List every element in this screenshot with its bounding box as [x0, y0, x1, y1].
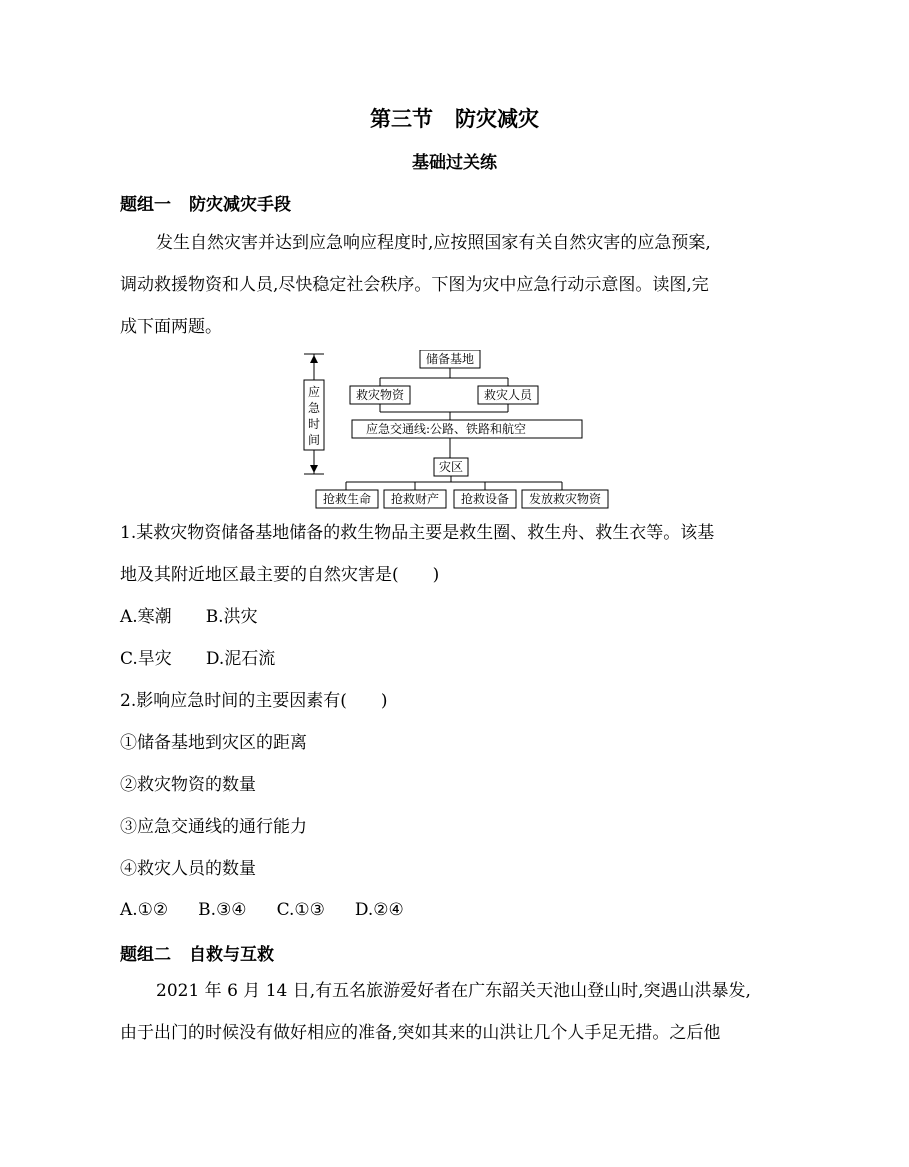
action-label: 发放救灾物资	[528, 492, 602, 506]
arrow-down-icon	[310, 465, 318, 473]
q1-option-a[interactable]: A.寒潮	[120, 607, 172, 627]
q2-item: ④救灾人员的数量	[120, 859, 256, 879]
q1-stem-line1: 1.某救灾物资储备基地储备的救生物品主要是救生圈、救生舟、救生衣等。该基	[120, 523, 715, 543]
time-label-char: 间	[307, 433, 321, 447]
group2-intro-line1: 2021 年 6 月 14 日,有五名旅游爱好者在广东韶关天池山登山时,突遇山洪暴发,	[156, 981, 751, 1001]
q1-options-row2	[120, 638, 275, 680]
page-subtitle: 基础过关练	[412, 153, 497, 173]
q1-options-row1	[120, 596, 258, 638]
title-topic: 防灾减灾	[455, 106, 539, 131]
q2-options-row	[120, 889, 404, 931]
q2-option-a[interactable]: A.①②	[120, 900, 169, 920]
group1-intro-line3: 成下面两题。	[120, 317, 222, 337]
group2-name: 自救与互救	[189, 945, 274, 965]
time-label-char: 应	[307, 385, 321, 399]
group2-heading	[120, 940, 274, 965]
page-title	[0, 103, 909, 133]
q1-stem-line2: 地及其附近地区最主要的自然灾害是( )	[120, 565, 440, 585]
q2-option-c[interactable]: C.①③	[276, 900, 325, 920]
q2-item: ①储备基地到灾区的距离	[120, 733, 307, 753]
transport-label: 应急交通线:公路、铁路和航空	[366, 422, 527, 436]
title-section: 第三节	[370, 106, 433, 131]
q2-option-d[interactable]: D.②④	[354, 900, 404, 920]
action-label: 抢救设备	[460, 492, 510, 506]
q1-option-c[interactable]: C.旱灾	[120, 649, 172, 669]
group1-heading	[120, 190, 291, 215]
group1-intro-line1: 发生自然灾害并达到应急响应程度时,应按照国家有关自然灾害的应急预案,	[156, 233, 711, 253]
q2-item: ③应急交通线的通行能力	[120, 817, 307, 837]
time-label-char: 时	[307, 417, 321, 431]
q1-option-b[interactable]: B.洪灾	[205, 607, 258, 627]
group1-label: 题组一	[120, 195, 171, 215]
q1-option-d[interactable]: D.泥石流	[205, 649, 276, 669]
action-label: 抢救财产	[390, 492, 440, 506]
arrow-up-icon	[310, 355, 318, 363]
q2-option-b[interactable]: B.③④	[198, 900, 247, 920]
q2-item: ②救灾物资的数量	[120, 775, 256, 795]
group2-intro-line2: 由于出门的时候没有做好相应的准备,突如其来的山洪让几个人手足无措。之后他	[120, 1023, 721, 1043]
group1-name: 防灾减灾手段	[189, 195, 291, 215]
personnel-label: 救灾人员	[483, 388, 533, 402]
action-label: 抢救生命	[322, 492, 372, 506]
zone-label: 灾区	[438, 460, 464, 474]
group2-label: 题组二	[120, 945, 171, 965]
supplies-label: 救灾物资	[355, 388, 405, 402]
base-label: 储备基地	[425, 352, 475, 366]
emergency-action-diagram	[300, 350, 620, 512]
q2-stem: 2.影响应急时间的主要因素有( )	[120, 691, 388, 711]
group1-intro-line2: 调动救援物资和人员,尽快稳定社会秩序。下图为灾中应急行动示意图。读图,完	[120, 275, 709, 295]
time-label-char: 急	[307, 401, 321, 415]
